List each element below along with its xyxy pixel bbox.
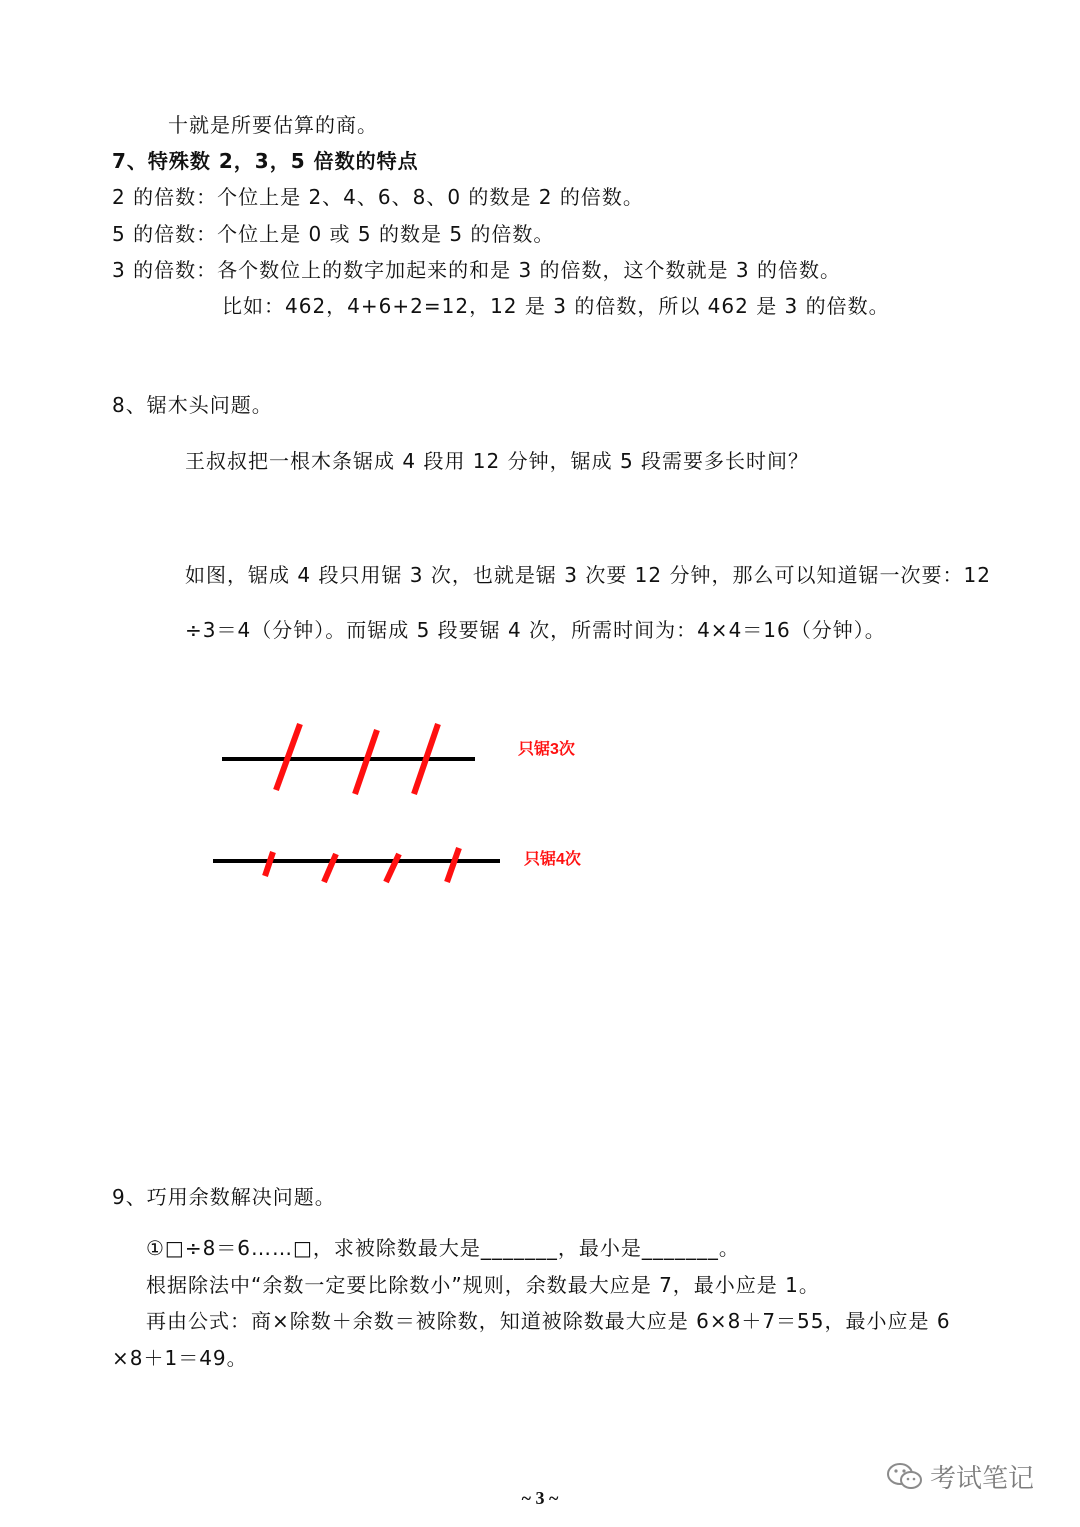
saw-cut-mark	[386, 854, 399, 882]
text-line: 3 的倍数：各个数位上的数字加起来的和是 3 的倍数，这个数就是 3 的倍数。	[112, 258, 841, 282]
text-line: 再由公式：商×除数＋余数＝被除数，知道被除数最大应是 6×8＋7＝55，最小应是 6	[146, 1309, 951, 1333]
section-heading-9: 9、巧用余数解决问题。	[112, 1185, 336, 1209]
page-number: ~ 3 ~	[521, 1488, 559, 1508]
problem-statement: 王叔叔把一根木条锯成 4 段用 12 分钟，锯成 5 段需要多长时间？	[185, 449, 810, 473]
diagram-label-top: 只锯3次	[518, 741, 575, 758]
section-heading-7: 7、特殊数 2，3，5 倍数的特点	[112, 149, 419, 173]
section-heading-8: 8、锯木头问题。	[112, 393, 273, 417]
text-line: 十就是所要估算的商。	[168, 113, 378, 137]
problem-statement: ①□÷8＝6……□，求被除数最大是_______，最小是_______。	[146, 1236, 740, 1260]
saw-cut-mark	[447, 848, 459, 882]
saw-cut-mark	[355, 730, 377, 794]
text-line: 2 的倍数：个位上是 2、4、6、8、0 的数是 2 的倍数。	[112, 185, 644, 209]
text-line: 比如：462，4+6+2=12，12 是 3 的倍数，所以 462 是 3 的倍数。	[222, 294, 890, 318]
text-line: 5 的倍数：个位上是 0 或 5 的数是 5 的倍数。	[112, 222, 555, 246]
text-line: ÷3＝4（分钟）。而锯成 5 段要锯 4 次，所需时间为：4×4＝16（分钟）。	[185, 618, 886, 642]
text-line: ×8＋1＝49。	[112, 1346, 248, 1370]
saw-cut-mark	[265, 852, 273, 876]
watermark-text: 考试笔记	[930, 1464, 1035, 1494]
diagram-label-bottom: 只锯4次	[524, 851, 581, 868]
wood-sawing-diagram	[200, 700, 620, 900]
text-line: 如图，锯成 4 段只用锯 3 次，也就是锯 3 次要 12 分钟，那么可以知道锯一次要：12	[185, 563, 991, 587]
text-line: 根据除法中“余数一定要比除数小”规则，余数最大应是 7，最小应是 1。	[146, 1273, 820, 1297]
saw-cut-mark	[324, 854, 336, 882]
